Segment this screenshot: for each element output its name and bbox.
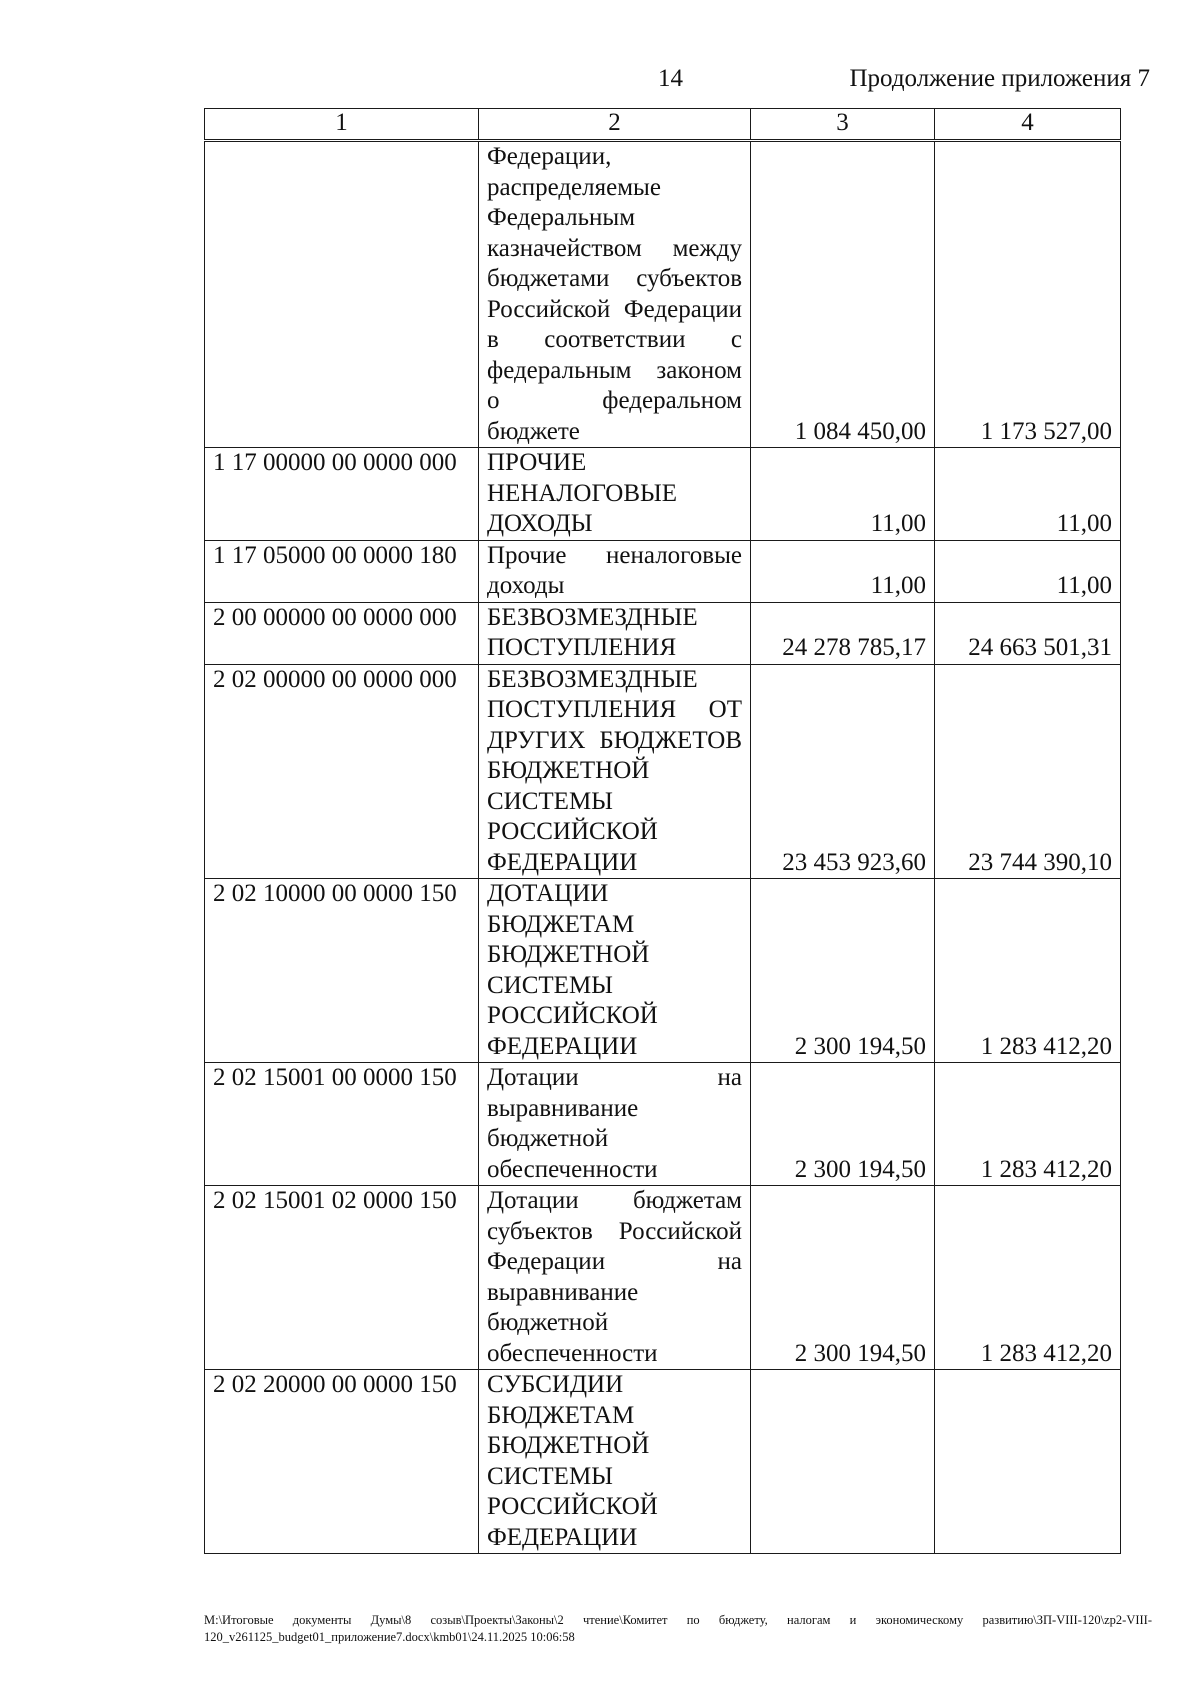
- revenue-name: [479, 602, 751, 664]
- revenue-name-line: бюджетной: [487, 1309, 609, 1336]
- classification-code: 2 02 10000 00 0000 150: [205, 879, 479, 1063]
- revenue-name-line: БЮДЖЕТНОЙ: [487, 757, 650, 784]
- revenue-name-line: ФЕДЕРАЦИИ: [487, 1523, 638, 1551]
- revenue-name-line: в соответствии с: [487, 326, 742, 353]
- revenue-name-line: обеспеченности: [487, 1155, 658, 1183]
- revenue-name-line: Дотации на: [487, 1064, 742, 1091]
- table-row: [205, 141, 1121, 448]
- revenue-name: [479, 664, 751, 879]
- revenue-name-line: о федеральном: [487, 387, 742, 414]
- amount-column-3: 1 084 450,00: [751, 141, 935, 448]
- revenue-name-line: Прочие неналоговые: [487, 541, 742, 569]
- revenue-name: [479, 141, 751, 448]
- revenue-name-line: ФЕДЕРАЦИИ: [487, 1032, 638, 1060]
- amount-column-4: 1 283 412,20: [935, 879, 1121, 1063]
- revenue-name-line: Российской Федерации: [487, 295, 742, 323]
- revenue-name-line: НЕНАЛОГОВЫЕ: [487, 479, 678, 507]
- revenue-name-line: Дотации бюджетам: [487, 1187, 742, 1214]
- revenue-name-line: Федерации,: [487, 143, 612, 170]
- revenue-name-line: РОССИЙСКОЙ: [487, 1493, 658, 1520]
- revenue-name-line: РОССИЙСКОЙ: [487, 818, 658, 845]
- revenue-name: [479, 1186, 751, 1370]
- amount-column-4: 1 283 412,20: [935, 1063, 1121, 1186]
- revenue-name: [479, 1063, 751, 1186]
- revenue-name-line: обеспеченности: [487, 1339, 658, 1367]
- revenue-name-line: ДОТАЦИИ: [487, 880, 609, 907]
- revenue-name: [479, 879, 751, 1063]
- amount-column-4: 11,00: [935, 540, 1121, 602]
- amount-column-3: 11,00: [751, 448, 935, 541]
- column-number: 4: [935, 109, 1121, 141]
- revenue-name-line: ПОСТУПЛЕНИЯ: [487, 634, 677, 661]
- revenue-name-line: СИСТЕМЫ: [487, 971, 613, 999]
- page-number: 14: [658, 65, 683, 92]
- revenue-name-line: БЮДЖЕТНОЙ: [487, 941, 650, 968]
- amount-column-4: 23 744 390,10: [935, 664, 1121, 879]
- revenue-name-line: бюджетами субъектов: [487, 265, 742, 292]
- revenue-name-line: СИСТЕМЫ: [487, 1462, 613, 1490]
- revenue-name: [479, 1370, 751, 1554]
- budget-revenue-table: [204, 108, 1121, 1554]
- revenue-name-line: СУБСИДИИ: [487, 1371, 624, 1398]
- revenue-name-line: БЮДЖЕТНОЙ: [487, 1432, 650, 1459]
- amount-column-3: 24 278 785,17: [751, 602, 935, 664]
- revenue-name-line: выравнивание: [487, 1278, 639, 1306]
- table-row: [205, 1063, 1121, 1186]
- revenue-name-line: ФЕДЕРАЦИИ: [487, 848, 638, 876]
- classification-code: 2 02 00000 00 0000 000: [205, 664, 479, 879]
- classification-code: 1 17 05000 00 0000 180: [205, 540, 479, 602]
- revenue-name-line: субъектов Российской: [487, 1217, 742, 1245]
- revenue-name-line: ПРОЧИЕ: [487, 449, 587, 476]
- revenue-name-line: ДРУГИХ БЮДЖЕТОВ: [487, 726, 742, 754]
- revenue-name-line: Федерации на: [487, 1248, 742, 1275]
- column-number: 3: [751, 109, 935, 141]
- classification-code: 2 02 20000 00 0000 150: [205, 1370, 479, 1554]
- revenue-name-line: БЮДЖЕТАМ: [487, 1401, 635, 1429]
- table-row: [205, 664, 1121, 879]
- table-row: [205, 602, 1121, 664]
- revenue-name-line: БЮДЖЕТАМ: [487, 910, 635, 938]
- table-row: [205, 1186, 1121, 1370]
- classification-code: 1 17 00000 00 0000 000: [205, 448, 479, 541]
- footer-file-path: M:\Итоговые документы Думы\8 созыв\Проекты\Законы\2 чтение\Комитет по бюджету, налогам и экономическому развитию\ЗП-VIII-120\zp2-VIII-120_v261125_budget01_приложение7.docx\kmb01\24.11.2025 10:06:58: [204, 1613, 1152, 1644]
- revenue-name: [479, 448, 751, 541]
- revenue-name-line: казначейством между: [487, 234, 742, 262]
- amount-column-4: 1 283 412,20: [935, 1186, 1121, 1370]
- revenue-name-line: БЕЗВОЗМЕЗДНЫЕ: [487, 665, 698, 693]
- appendix-continuation-note: Продолжение приложения 7: [849, 65, 1150, 92]
- amount-column-4: 1 173 527,00: [935, 141, 1121, 448]
- revenue-name-line: доходы: [487, 572, 565, 599]
- revenue-name: [479, 540, 751, 602]
- table-row: [205, 879, 1121, 1063]
- table-row: [205, 448, 1121, 541]
- revenue-name-line: бюджете: [487, 417, 580, 445]
- classification-code: 2 02 15001 02 0000 150: [205, 1186, 479, 1370]
- column-number-row: [205, 109, 1121, 141]
- amount-column-3: 11,00: [751, 540, 935, 602]
- amount-column-3: 2 300 194,50: [751, 1186, 935, 1370]
- revenue-name-line: РОССИЙСКОЙ: [487, 1002, 658, 1029]
- amount-column-3: 23 453 923,60: [751, 664, 935, 879]
- amount-column-3: 2 300 194,50: [751, 879, 935, 1063]
- amount-column-3: [751, 1370, 935, 1554]
- column-number: 1: [205, 109, 479, 141]
- revenue-name-line: ПОСТУПЛЕНИЯ ОТ: [487, 696, 742, 723]
- revenue-name-line: федеральным законом: [487, 356, 742, 384]
- revenue-name-line: ДОХОДЫ: [487, 510, 593, 537]
- amount-column-4: 11,00: [935, 448, 1121, 541]
- classification-code: [205, 141, 479, 448]
- amount-column-4: [935, 1370, 1121, 1554]
- revenue-name-line: выравнивание: [487, 1094, 639, 1122]
- table-row: [205, 1370, 1121, 1554]
- classification-code: 2 00 00000 00 0000 000: [205, 602, 479, 664]
- table-row: [205, 540, 1121, 602]
- revenue-name-line: распределяемые: [487, 173, 661, 201]
- revenue-name-line: СИСТЕМЫ: [487, 787, 613, 815]
- revenue-name-line: БЕЗВОЗМЕЗДНЫЕ: [487, 603, 698, 631]
- amount-column-3: 2 300 194,50: [751, 1063, 935, 1186]
- revenue-name-line: Федеральным: [487, 204, 636, 231]
- amount-column-4: 24 663 501,31: [935, 602, 1121, 664]
- revenue-name-line: бюджетной: [487, 1125, 609, 1152]
- classification-code: 2 02 15001 00 0000 150: [205, 1063, 479, 1186]
- column-number: 2: [479, 109, 751, 141]
